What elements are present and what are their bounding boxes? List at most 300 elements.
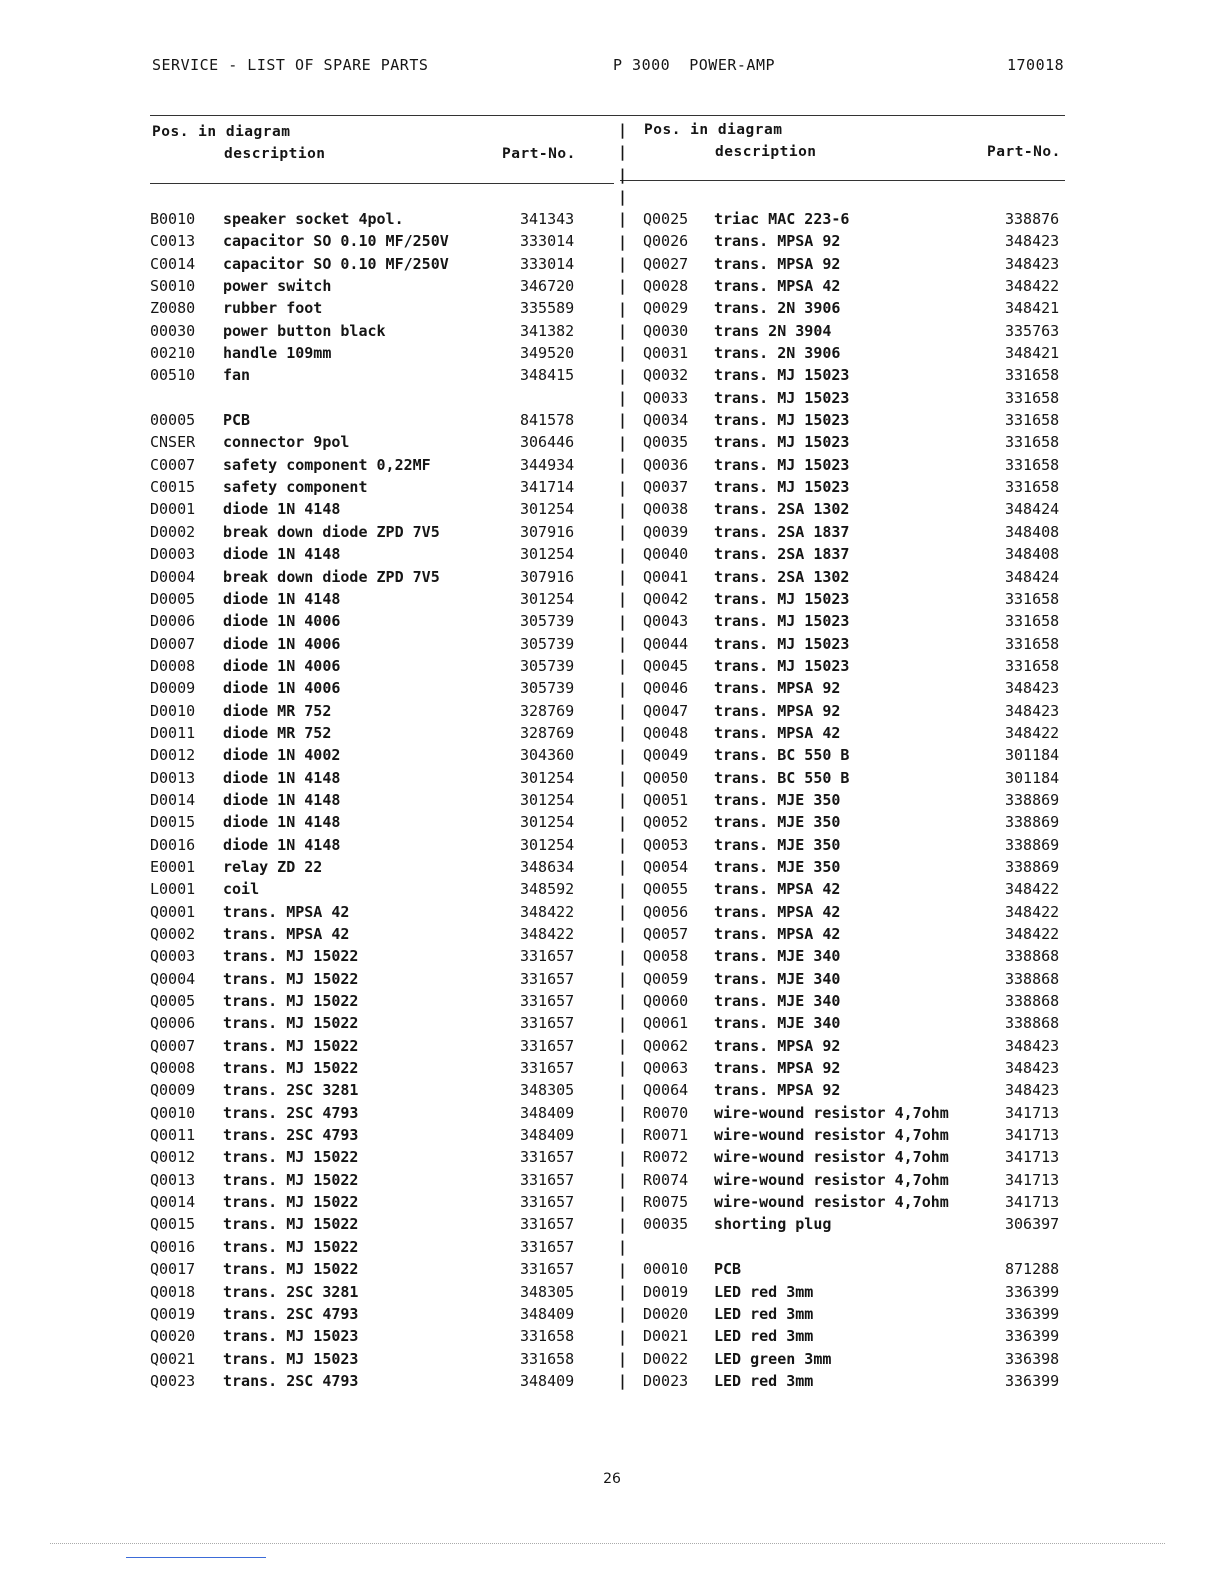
part-part: 305739 [520,679,575,698]
table-row [643,811,1068,833]
table-row [643,364,1068,386]
part-pos: Q0043 [643,612,689,631]
part-pos: Q0027 [643,254,689,273]
table-row [150,275,610,297]
table-row [643,409,1068,431]
part-part: 331657 [520,947,575,966]
part-part: 331657 [520,1170,575,1189]
divider-bar: | [618,1215,628,1234]
divider-bar: | [618,1037,628,1056]
part-desc: capacitor SO 0.10 MF/250V [223,254,449,273]
table-row [643,1213,1068,1235]
part-desc: trans. MJ 15022 [223,1170,359,1189]
part-pos: D0011 [150,723,196,742]
part-part: 307916 [520,522,575,541]
part-part: 341714 [520,478,575,497]
part-pos: R0072 [643,1148,689,1167]
divider-bar: | [618,746,628,765]
part-desc: trans. MPSA 42 [714,925,841,943]
part-part: 307916 [520,567,575,586]
part-pos: Q0036 [643,455,689,474]
part-pos: R0074 [643,1170,689,1189]
table-row [643,1012,1068,1034]
table-row [643,1146,1068,1168]
table-row [643,320,1068,342]
table-row [643,1102,1068,1124]
table-row [643,968,1068,990]
right-column-header [644,119,1069,165]
part-part: 348421 [1005,299,1060,318]
divider-bar: | [618,880,628,899]
part-pos: Q0032 [643,366,689,385]
part-pos: D0020 [643,1304,689,1323]
table-row [150,476,610,498]
part-desc: trans. MJ 15023 [714,478,850,497]
part-desc: diode 1N 4148 [223,589,341,608]
divider-bar: | [618,232,628,251]
table-row [150,1348,610,1370]
divider-bar: | [618,1126,628,1145]
pos-header-right: Pos. in diagram [644,122,783,138]
divider-bar: | [618,299,628,318]
part-part: 331658 [1005,455,1060,474]
part-desc: wire-wound resistor 4,7ohm [714,1126,949,1145]
part-header-left: Part-No. [502,146,576,162]
part-desc: diode 1N 4006 [223,656,341,675]
top-rule [150,115,1065,116]
divider-bar: | [618,947,628,966]
part-pos: Q0054 [643,857,689,876]
table-row [643,1035,1068,1057]
part-part: 338868 [1005,1014,1060,1033]
part-pos: Q0014 [150,1193,196,1212]
part-desc: trans. MPSA 92 [714,1036,841,1055]
part-part: 331658 [520,1327,575,1346]
part-desc: rubber foot [223,299,323,318]
part-desc: wire-wound resistor 4,7ohm [714,1103,949,1122]
part-desc: trans. MPSA 92 [714,254,841,273]
table-row [150,1012,610,1034]
table-row [643,543,1068,565]
table-row [150,610,610,632]
part-part: 348305 [520,1282,575,1301]
part-part: 305739 [520,634,575,653]
part-pos: D0003 [150,545,196,564]
divider-bar: | [618,970,628,989]
part-part: 301184 [1005,746,1060,765]
part-part: 338869 [1005,813,1060,832]
part-part: 328769 [520,723,575,742]
table-row [150,767,610,789]
part-pos: Q0030 [643,321,689,340]
part-part: 348422 [1005,723,1060,742]
header-rule-right [620,180,1065,181]
part-desc: relay ZD 22 [223,857,323,876]
part-desc: trans. MPSA 92 [714,232,841,251]
table-row [150,1258,610,1280]
part-part: 331657 [520,1014,575,1033]
table-row [150,431,610,453]
part-part: 331658 [1005,589,1060,608]
part-part: 331658 [1005,433,1060,452]
part-desc: trans. MPSA 42 [223,925,350,943]
part-pos: Q0013 [150,1170,196,1189]
part-desc: trans. MJ 15023 [714,388,850,407]
part-part: 331658 [1005,612,1060,631]
table-row [643,677,1068,699]
part-part: 301254 [520,589,575,608]
part-pos: Z0080 [150,299,196,318]
part-part: 331657 [520,1237,575,1256]
table-row [643,722,1068,744]
table-row [150,1236,610,1258]
part-pos: Q0033 [643,388,689,407]
part-desc: trans. MJE 340 [714,1014,841,1033]
part-part: 331657 [520,1193,575,1212]
divider-bar: | [618,456,628,475]
divider-bar: | [618,657,628,676]
part-pos: Q0045 [643,656,689,675]
part-part: 336399 [1005,1371,1060,1390]
table-row [150,543,610,565]
part-pos: Q0046 [643,679,689,698]
table-row [643,744,1068,766]
table-row [150,968,610,990]
part-pos: Q0047 [643,701,689,720]
part-desc: trans. 2SA 1837 [714,545,850,564]
part-part: 301254 [520,768,575,787]
table-row [643,342,1068,364]
part-part: 338869 [1005,790,1060,809]
part-pos: Q0021 [150,1349,196,1368]
part-part: 331657 [520,992,575,1011]
divider-bar: | [618,366,628,385]
part-desc: LED red 3mm [714,1371,814,1390]
divider-bar: | [618,1305,628,1324]
table-row [643,990,1068,1012]
part-part: 348423 [1005,701,1060,720]
table-row [643,275,1068,297]
divider-bar: | [618,567,628,586]
table-row [150,1079,610,1101]
divider-bar: | [618,858,628,877]
divider-bar: | [618,1327,628,1346]
part-pos: D0016 [150,835,196,854]
part-part: 335763 [1005,321,1060,340]
table-row [150,498,610,520]
part-part: 336399 [1005,1282,1060,1301]
table-row [150,342,610,364]
divider-bar: | [618,165,628,184]
divider-bar: | [618,1193,628,1212]
divider-bar: | [618,255,628,274]
part-pos: Q0040 [643,545,689,564]
part-pos: 00010 [643,1260,689,1279]
part-pos: D0013 [150,768,196,787]
part-part: 348409 [520,1103,575,1122]
part-pos: Q0019 [150,1304,196,1323]
part-pos: D0012 [150,746,196,765]
part-desc: diode 1N 4002 [223,746,341,765]
part-desc: trans 2N 3904 [714,321,832,340]
divider-bar: | [618,813,628,832]
table-row [643,1057,1068,1079]
part-pos: Q0048 [643,723,689,742]
part-desc: trans. 2SC 4793 [223,1103,359,1122]
table-row [150,230,610,252]
part-desc: trans. MPSA 92 [714,1081,841,1100]
divider-bar: | [618,143,628,162]
part-pos: R0071 [643,1126,689,1145]
part-part: 348423 [1005,1036,1060,1055]
part-desc: trans. MJE 350 [714,835,841,854]
part-pos: Q0005 [150,992,196,1011]
part-pos: Q0042 [643,589,689,608]
divider-bar: | [618,1238,628,1257]
table-row [643,655,1068,677]
divider-bar: | [618,344,628,363]
part-desc: trans. 2SC 3281 [223,1282,359,1301]
divider-bar: | [618,791,628,810]
divider-bar: | [618,1372,628,1391]
table-row [643,789,1068,811]
divider-bar: | [618,992,628,1011]
part-desc: diode 1N 4006 [223,612,341,631]
part-part: 348422 [520,902,575,921]
part-desc: trans. MJ 15022 [223,1193,359,1212]
header-rule-left [150,183,614,184]
part-desc: diode 1N 4006 [223,679,341,698]
divider-bar: | [618,322,628,341]
part-part: 306446 [520,433,575,452]
part-pos: D0014 [150,790,196,809]
part-desc: trans. MJ 15022 [223,1059,359,1078]
table-row [643,208,1068,230]
table-row [643,1348,1068,1370]
divider-bar: | [618,121,628,139]
part-part: 341382 [520,321,575,340]
divider-bar: | [618,679,628,698]
table-row [643,566,1068,588]
part-desc: trans. MJ 15023 [714,411,850,430]
table-row [150,409,610,431]
table-row [150,744,610,766]
part-desc: trans. MPSA 42 [714,277,841,296]
table-row [643,1124,1068,1146]
table-row [150,990,610,1012]
part-desc: trans. MJ 15023 [714,634,850,653]
part-pos: C0014 [150,254,196,273]
part-desc: trans. MJ 15022 [223,1215,359,1234]
part-pos: Q0034 [643,411,689,430]
table-row [150,588,610,610]
table-row [643,1191,1068,1213]
table-row [150,633,610,655]
part-part: 348421 [1005,344,1060,363]
part-part: 301254 [520,545,575,564]
part-desc: trans. MJ 15022 [223,1237,359,1256]
part-pos: Q0007 [150,1036,196,1055]
divider-bar: | [618,500,628,519]
divider-bar: | [618,411,628,430]
part-part: 336399 [1005,1327,1060,1346]
part-pos: Q0029 [643,299,689,318]
part-desc: power button black [223,321,386,340]
part-part: 348423 [1005,254,1060,273]
part-part: 301254 [520,790,575,809]
part-desc: LED red 3mm [714,1304,814,1323]
divider-bar: | [618,590,628,609]
table-row [150,208,610,230]
part-desc: trans. MJE 350 [714,790,841,809]
part-part: 305739 [520,656,575,675]
table-row [150,1057,610,1079]
table-row [150,722,610,744]
table-row [150,521,610,543]
part-pos: Q0004 [150,969,196,988]
part-pos: Q0026 [643,232,689,251]
table-row [150,811,610,833]
part-part: 348409 [520,1126,575,1145]
divider-bar: | [618,210,628,229]
table-row [150,655,610,677]
table-row [150,923,610,945]
part-pos: Q0055 [643,880,689,899]
part-desc: trans. MJE 340 [714,947,841,966]
part-pos: Q0038 [643,500,689,519]
part-desc: trans. MJE 340 [714,969,841,988]
part-pos: Q0049 [643,746,689,765]
part-part: 338868 [1005,947,1060,966]
part-desc: trans. BC 550 B [714,746,850,765]
table-row [150,1213,610,1235]
table-row [643,856,1068,878]
part-pos: D0005 [150,589,196,608]
part-desc: trans. 2SA 1837 [714,522,850,541]
part-part: 348415 [520,366,575,385]
table-row [643,1236,1068,1258]
table-row [150,677,610,699]
part-part: 331658 [1005,388,1060,407]
divider-bar: | [618,545,628,564]
part-desc: PCB [714,1260,742,1279]
table-row [643,1370,1068,1392]
part-part: 301254 [520,835,575,854]
part-desc: LED red 3mm [714,1282,814,1301]
part-pos: Q0025 [643,210,689,228]
part-desc: PCB [223,411,251,430]
part-pos: Q0017 [150,1260,196,1279]
part-pos: Q0010 [150,1103,196,1122]
part-pos: Q0011 [150,1126,196,1145]
divider-bar: | [618,1171,628,1190]
part-part: 348592 [520,880,575,899]
table-row [643,923,1068,945]
part-part: 348409 [520,1371,575,1390]
part-part: 301184 [1005,768,1060,787]
part-pos: Q0008 [150,1059,196,1078]
part-part: 306397 [1005,1215,1060,1234]
table-row [643,588,1068,610]
divider-bar: | [618,768,628,787]
part-part: 338869 [1005,857,1060,876]
link-underline [126,1557,266,1558]
part-part: 331658 [1005,411,1060,430]
part-part: 341713 [1005,1126,1060,1145]
part-pos: Q0052 [643,813,689,832]
part-desc: trans. 2N 3906 [714,299,841,318]
part-desc: diode 1N 4006 [223,634,341,653]
table-row [150,1169,610,1191]
part-desc: trans. MJ 15023 [714,455,850,474]
part-desc: trans. MPSA 42 [714,723,841,742]
part-part: 348423 [1005,679,1060,698]
part-desc: trans. 2SA 1302 [714,567,850,586]
part-pos: Q0063 [643,1059,689,1078]
part-part: 348409 [520,1304,575,1323]
part-desc: safety component 0,22MF [223,455,431,474]
part-desc: diode 1N 4148 [223,500,341,519]
table-row [643,878,1068,900]
table-row [150,834,610,856]
part-pos: Q0037 [643,478,689,497]
part-pos: Q0018 [150,1282,196,1301]
table-row [150,1370,610,1392]
part-part: 349520 [520,344,575,363]
table-row [643,253,1068,275]
part-part: 344934 [520,455,575,474]
part-pos: D0004 [150,567,196,586]
part-pos: D0006 [150,612,196,631]
part-pos: C0013 [150,232,196,251]
part-header-right: Part-No. [987,144,1061,160]
part-part: 328769 [520,701,575,720]
part-desc: trans. MJ 15023 [714,656,850,675]
part-pos: Q0041 [643,567,689,586]
part-desc: shorting plug [714,1215,832,1234]
part-part: 331657 [520,1215,575,1234]
divider-bar: | [618,724,628,743]
part-pos: D0023 [643,1371,689,1390]
part-pos: D0022 [643,1349,689,1368]
part-pos: D0015 [150,813,196,832]
list-title: SERVICE - LIST OF SPARE PARTS [152,56,429,74]
part-desc: triac MAC 223-6 [714,210,850,228]
part-part: 333014 [520,254,575,273]
table-row [150,901,610,923]
part-desc: LED green 3mm [714,1349,832,1368]
part-desc: trans. MPSA 42 [714,880,841,899]
part-pos: Q0012 [150,1148,196,1167]
divider-bar: | [618,1148,628,1167]
part-part: 331657 [520,1148,575,1167]
part-pos: Q0053 [643,835,689,854]
part-desc: trans. MJ 15023 [714,589,850,608]
part-pos: D0021 [643,1327,689,1346]
part-desc: trans. MJE 340 [714,992,841,1011]
part-desc: diode 1N 4148 [223,545,341,564]
part-desc: diode 1N 4148 [223,813,341,832]
part-part: 331658 [520,1349,575,1368]
table-row [643,1258,1068,1280]
part-desc: trans. MJ 15022 [223,947,359,966]
left-parts-list [150,208,610,1392]
divider-bar: | [618,1260,628,1279]
table-row [150,1303,610,1325]
part-pos: Q0057 [643,925,689,943]
table-row [150,1281,610,1303]
table-row [643,1303,1068,1325]
